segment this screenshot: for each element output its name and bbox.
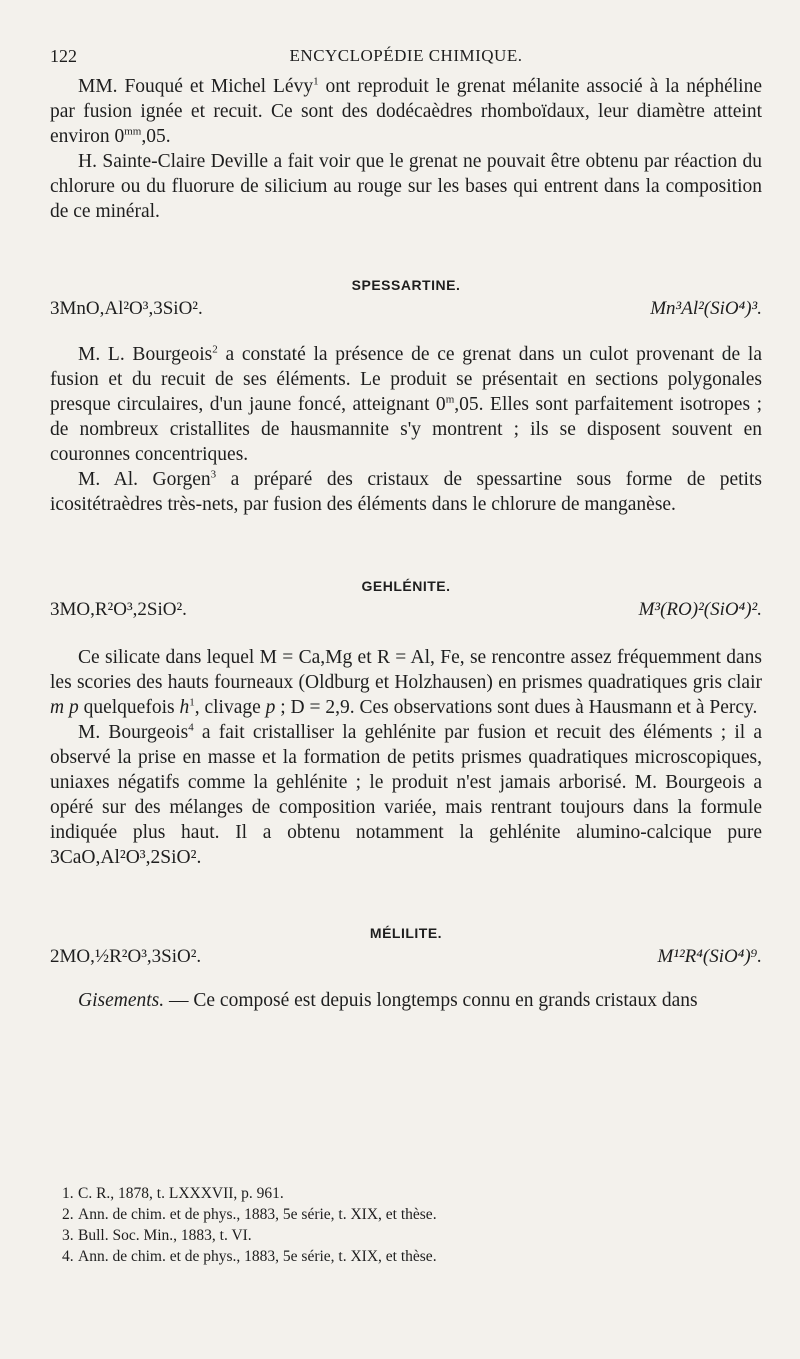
footnote-ref-1[interactable]: 1	[313, 75, 319, 88]
footnotes	[62, 1183, 742, 1267]
page-body	[50, 44, 762, 1013]
formula-row-spessartine	[50, 296, 762, 326]
running-title: ENCYCLOPÉDIE CHIMIQUE.	[289, 46, 523, 65]
gisements-label: Gisements.	[78, 990, 165, 1011]
paragraph-bourgeois-spessartine: M. L. Bourgeois$^2$ a constaté la présence de ce grenat dans un culot provenant de la fusion et du recuit de ses éléments. Le produit se présentait en sections polygonales presque circulaires, d'un jaune foncé, atteignant 0$^m$,05. Elles sont parfaitement isotropes ; de nombreux cristallites de hausmannite s'y montrent ; ils se disposent souvent en couronnes concentriques.	[50, 343, 762, 465]
formula-row-melilite	[50, 944, 762, 974]
page-number: 122	[50, 46, 77, 66]
paragraph-deville: H. Sainte-Claire Deville a fait voir que le grenat ne pouvait être obtenu par réaction du chlorure ou du fluorure de silicium au rouge sur les bases qui entrent dans la composition de ce minéral.	[50, 151, 762, 222]
section-title-melilite: MÉLILITE.	[369, 925, 443, 941]
section-title-spessartine: SPESSARTINE.	[351, 277, 461, 293]
paragraph-gehlenite-description: Ce silicate dans lequel M = Ca,Mg et R = Al, Fe, se rencontre assez fréquemment dans les scories des hauts fourneaux (Oldburg et Holzhausen) en prismes quadratiques gris clair m p quelquefois $h^1$, clivage p ; D = 2,9. Ces observations sont dues à Hausmann et à Percy.	[50, 647, 762, 718]
footnote-ref-3[interactable]: 3	[210, 468, 217, 481]
formula-oxide-melilite: 2MO,½R²O³,3SiO².	[50, 946, 202, 967]
formula-oxide-spessartine: 3MnO,Al²O³,3SiO².	[50, 298, 203, 319]
formula-silicate-gehlenite: M³(RO)²(SiO⁴)².	[638, 599, 762, 620]
paragraph-bourgeois-gehlenite: M. Bourgeois$^4$ a fait cristalliser la gehlénite par fusion et recuit des éléments ; il a observé la prise en masse et la formation de petits prismes quadratiques microscopiques, uniaxes négatifs comme la gehlénite ; le produit n'est jamais arborisé. M. Bourgeois a opéré sur des mélanges de composition variée, mais rentrant toujours dans la formule indiquée plus haut. Il a obtenu notamment la gehlénite alumino-calcique pure 3CaO,Al²O³,2SiO².	[50, 721, 763, 868]
page-header	[50, 44, 762, 74]
footnote-2: 2. Ann. de chim. et de phys., 1883, 5e série, t. XIX, et thèse.	[62, 1206, 437, 1223]
formula-oxide-gehlenite: 3MO,R²O³,2SiO².	[50, 599, 187, 620]
paragraph-gorgen: M. Al. Gorgen$^3$ a préparé des cristaux de spessartine sous forme de petits icositétraèdres très-nets, par fusion des éléments dans le chlorure de manganèse.	[50, 468, 762, 515]
formula-silicate-melilite: M¹²R⁴(SiO⁴)⁹.	[657, 946, 762, 967]
footnote-4: 4. Ann. de chim. et de phys., 1883, 5e série, t. XIX, et thèse.	[62, 1248, 437, 1265]
paragraph-gisements: Gisements. — Ce composé est depuis longtemps connu en grands cristaux dans	[78, 990, 698, 1011]
formula-row-gehlenite	[50, 597, 762, 627]
footnote-ref-2[interactable]: 2	[212, 343, 218, 356]
footnote-3: 3. Bull. Soc. Min., 1883, t. VI.	[62, 1227, 252, 1244]
section-title-gehlenite: GEHLÉNITE.	[361, 578, 451, 594]
paragraph-fouque: MM. Fouqué et Michel Lévy$^1$ ont reproduit le grenat mélanite associé à la néphéline par fusion ignée et recuit. Ce sont des dodécaèdres rhomboïdaux, leur diamètre atteint environ $0^{mm},05$.	[50, 75, 762, 147]
footnote-1: 1. C. R., 1878, t. LXXXVII, p. 961.	[62, 1185, 284, 1202]
footnote-ref-4[interactable]: 4	[188, 721, 194, 734]
formula-silicate-spessartine: Mn³Al²(SiO⁴)³.	[650, 298, 762, 319]
